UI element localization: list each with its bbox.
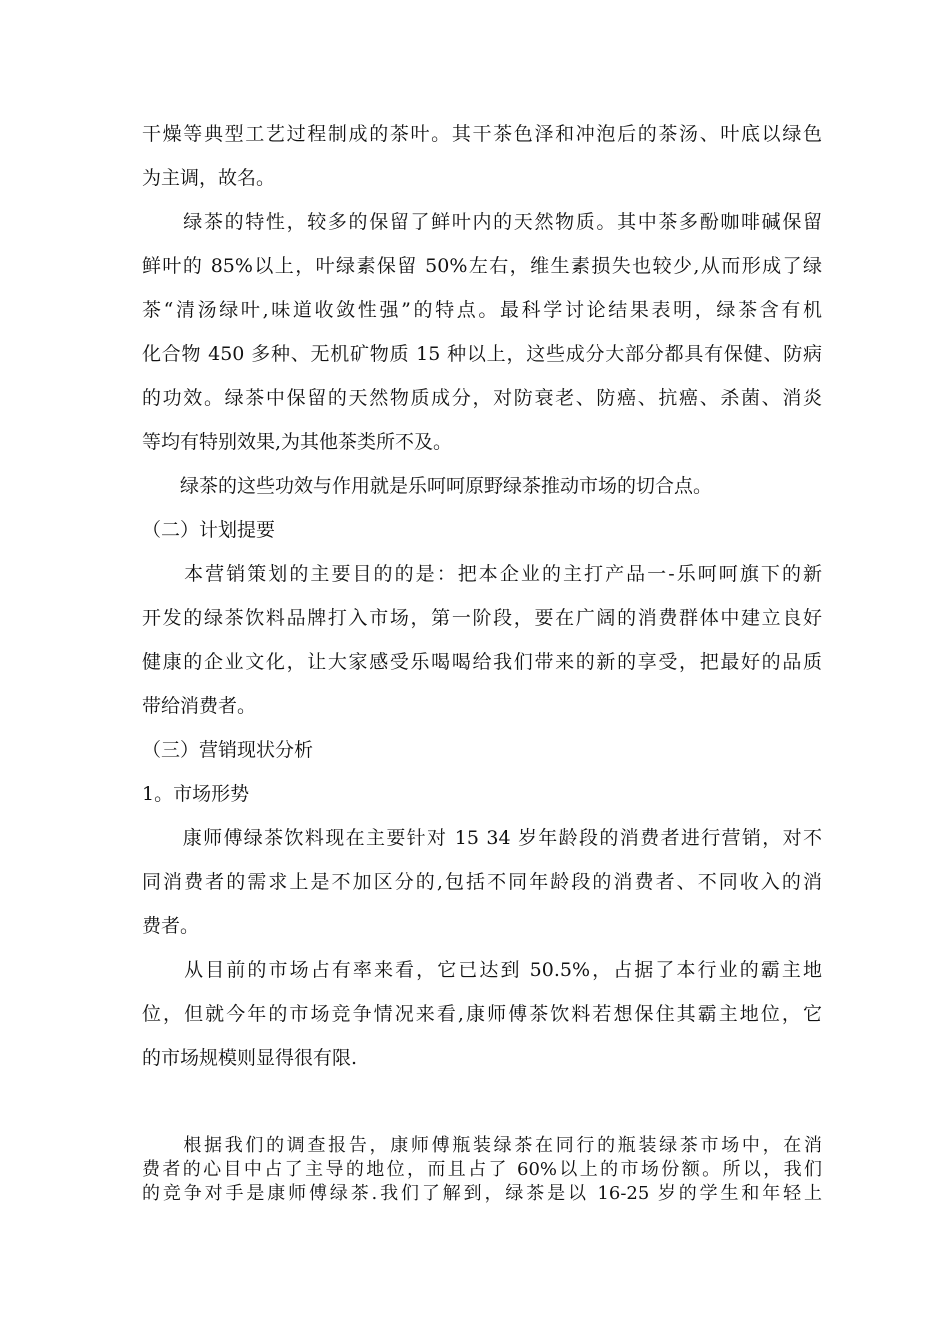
subsection-heading: 1。市场形势	[142, 783, 250, 805]
paragraph-line: 为主调，故名。	[142, 167, 276, 189]
paragraph-line: 从目前的市场占有率来看，它已达到 50.5%，占据了本行业的霸主地	[142, 959, 822, 981]
paragraph-line: 根据我们的调查报告，康师傅瓶装绿茶在同行的瓶装绿茶市场中，在消	[142, 1135, 822, 1156]
paragraph-line: 带给消费者。	[142, 695, 257, 717]
paragraph-line: 绿茶的这些功效与作用就是乐呵呵原野绿茶推动市场的切合点。	[142, 475, 713, 497]
paragraph-line: 化合物 450 多种、无机矿物质 15 种以上，这些成分大部分都具有保健、防病	[142, 343, 822, 365]
paragraph-line: 康师傅绿茶饮料现在主要针对 15 34 岁年龄段的消费者进行营销，对不	[142, 827, 822, 849]
paragraph-line: 费者。	[142, 915, 200, 937]
paragraph-line: 干燥等典型工艺过程制成的茶叶。其干茶色泽和冲泡后的茶汤、叶底以绿色	[142, 123, 822, 145]
paragraph-line: 本营销策划的主要目的的是：把本企业的主打产品一-乐呵呵旗下的新	[142, 563, 822, 585]
paragraph-line: 开发的绿茶饮料品牌打入市场，第一阶段，要在广阔的消费群体中建立良好	[142, 607, 822, 629]
paragraph-line: 位，但就今年的市场竞争情况来看,康师傅茶饮料若想保住其霸主地位，它	[142, 1003, 822, 1025]
paragraph-line: 的竞争对手是康师傅绿茶.我们了解到，绿茶是以 16-25 岁的学生和年轻上	[142, 1183, 822, 1204]
paragraph-line: 鲜叶的 85%以上，叶绿素保留 50%左右，维生素损失也较少,从而形成了绿	[142, 255, 822, 277]
paragraph-line: 等均有特别效果,为其他茶类所不及。	[142, 431, 453, 453]
paragraph-line: 绿茶的特性，较多的保留了鲜叶内的天然物质。其中茶多酚咖啡碱保留	[142, 211, 822, 233]
section-heading: （二）计划提要	[142, 519, 276, 541]
paragraph-line: 的市场规模则显得很有限.	[142, 1047, 358, 1069]
paragraph-line: 的功效。绿茶中保留的天然物质成分，对防衰老、防癌、抗癌、杀菌、消炎	[142, 387, 822, 409]
paragraph-line: 健康的企业文化，让大家感受乐喝喝给我们带来的新的享受，把最好的品质	[142, 651, 822, 673]
paragraph-line: 费者的心目中占了主导的地位，而且占了 60%以上的市场份额。所以，我们	[142, 1159, 822, 1180]
section-heading: （三）营销现状分析	[142, 739, 314, 761]
paragraph-line: 同消费者的需求上是不加区分的,包括不同年龄段的消费者、不同收入的消	[142, 871, 822, 893]
paragraph-line: 茶“清汤绿叶,味道收敛性强”的特点。最科学讨论结果表明，绿茶含有机	[142, 299, 822, 321]
